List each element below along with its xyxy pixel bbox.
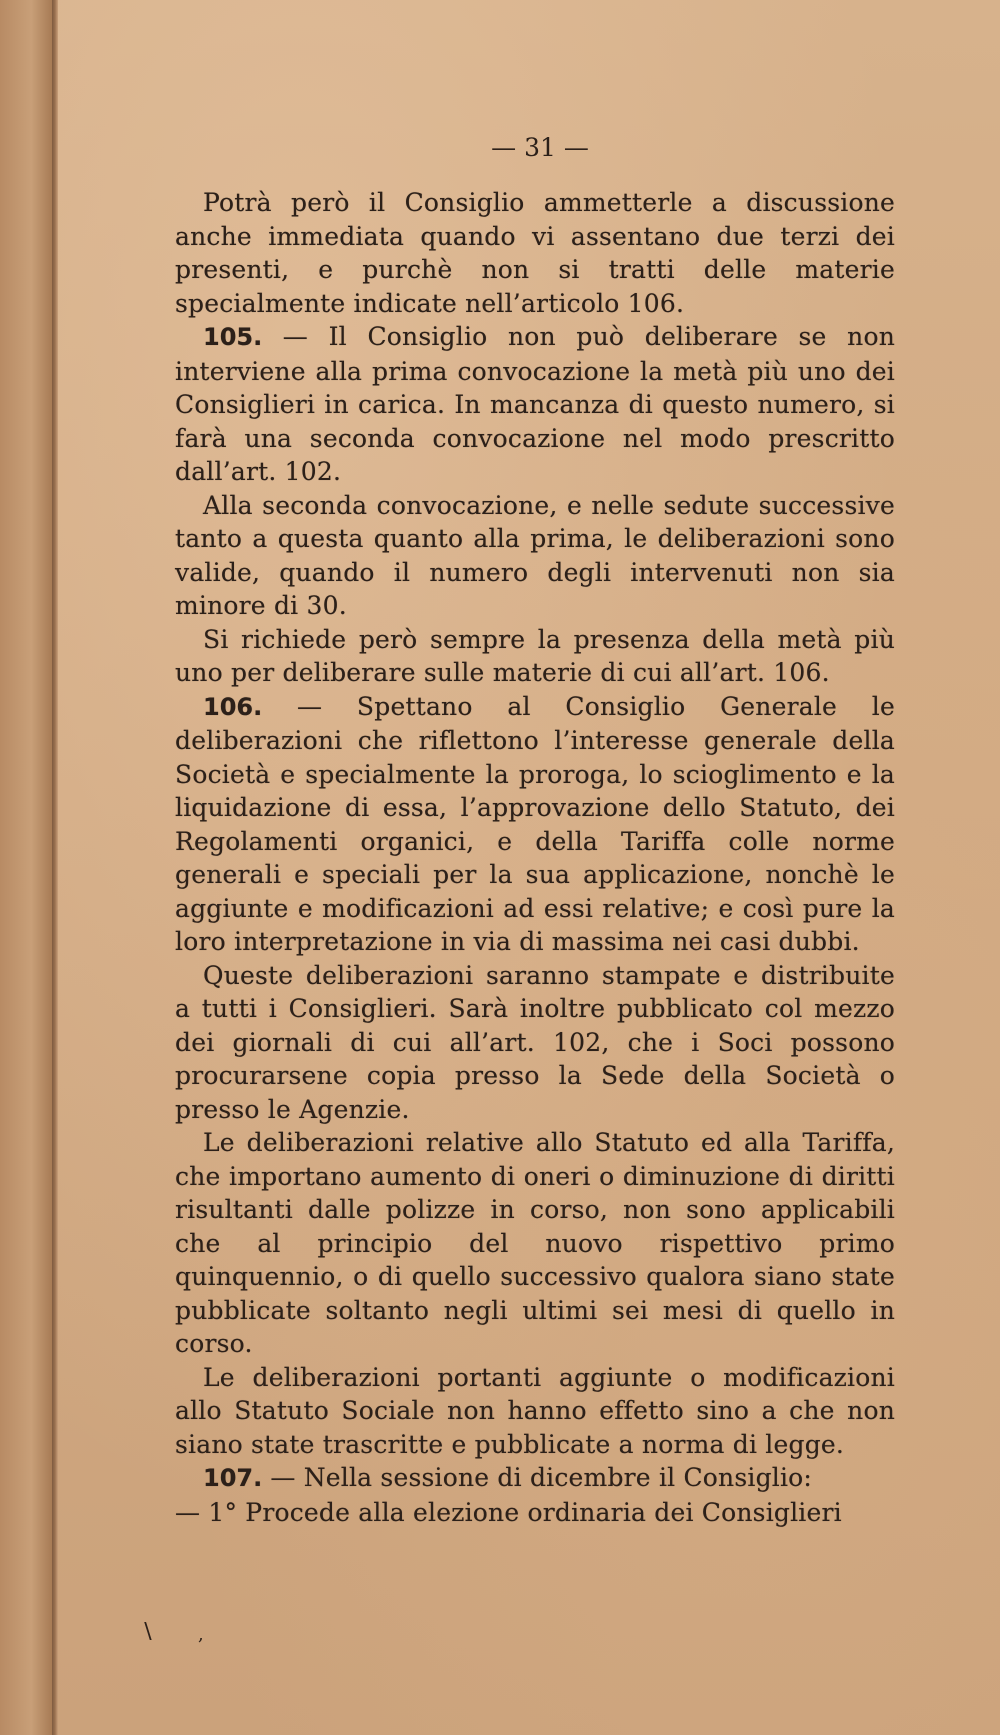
paragraph-text: Si richiede però sempre la presenza della metà più uno per deliberare sulle materie di cui all’art. 106. <box>175 624 895 687</box>
article-paragraph <box>175 320 895 489</box>
paragraph <box>175 489 895 623</box>
article-paragraph <box>175 690 895 959</box>
paragraph-text: Le deliberazioni relative allo Statuto ed alla Tariffa, che importano aumento di oneri o diminuzione di diritti risultanti dalle polizze in corso, non sono applicabili che al principio del nuovo rispettivo primo quinquennio, o di quello successivo qualora siano state pubblicate soltanto negli ultimi sei mesi di quello in corso. <box>175 1128 895 1358</box>
paragraph-text: — Il Consiglio non può deliberare se non interviene alla prima convocazione la metà più uno dei Consiglieri in carica. In mancanza di questo numero, si farà una seconda convocazione nel modo prescritto dall’art. 102. <box>175 322 895 486</box>
paragraph <box>175 959 895 1127</box>
paragraph-text: Le deliberazioni portanti aggiunte o modificazioni allo Statuto Sociale non hanno effetto sino a che non siano state trascritte e pubblicate a norma di legge. <box>175 1362 895 1459</box>
ink-speck: ∖ <box>140 1620 155 1645</box>
paragraph-text: Queste deliberazioni saranno stampate e distribuite a tutti i Consiglieri. Sarà inoltre pubblicato col mezzo dei giornali di cui all’art. 102, che i Soci possono procurarsene copia presso la Sede della Società o presso le Agenzie. <box>175 960 895 1124</box>
paragraph <box>175 186 895 320</box>
paragraph <box>175 1361 895 1462</box>
book-spine <box>52 0 58 1735</box>
paragraph-text: Alla seconda convocazione, e nelle sedute successive tanto a questa quanto alla prima, le deliberazioni sono valide, quando il numero degli intervenuti non sia minore di 30. <box>175 490 895 620</box>
article-paragraph <box>175 1461 895 1496</box>
article-number: 106. <box>203 692 263 721</box>
list-line: — 1° Procede alla elezione ordinaria dei Consiglieri <box>175 1497 842 1527</box>
article-number: 105. <box>203 323 263 351</box>
paragraph <box>175 623 895 690</box>
body-text <box>175 186 895 1529</box>
ink-speck: , <box>198 1624 204 1645</box>
facing-page-edge <box>0 0 52 1735</box>
article-number: 107. <box>203 1464 263 1492</box>
paragraph-text: Potrà però il Consiglio ammetterle a discussione anche immediata quando vi assentano due terzi dei presenti, e purchè non si tratti delle materie specialmente indicate nell’articolo 106. <box>175 188 895 318</box>
paragraph-text: — Spettano al Consiglio Generale le deliberazioni che riflettono l’interesse generale della Società e specialmente la proroga, lo scioglimento e la liquidazione di essa, l’approvazione dello Statuto, dei Regolamenti organici, e della Tariffa colle norme generali e speciali per la sua applicazione, nonchè le aggiunte e modificazioni ad essi relative; e così pure la loro interpretazione in via di massima nei casi dubbi. <box>175 691 895 956</box>
paragraph <box>175 1126 895 1361</box>
paragraph-text: — Nella sessione di dicembre il Consiglio: <box>262 1463 813 1492</box>
page-number: — 31 — <box>491 133 589 162</box>
